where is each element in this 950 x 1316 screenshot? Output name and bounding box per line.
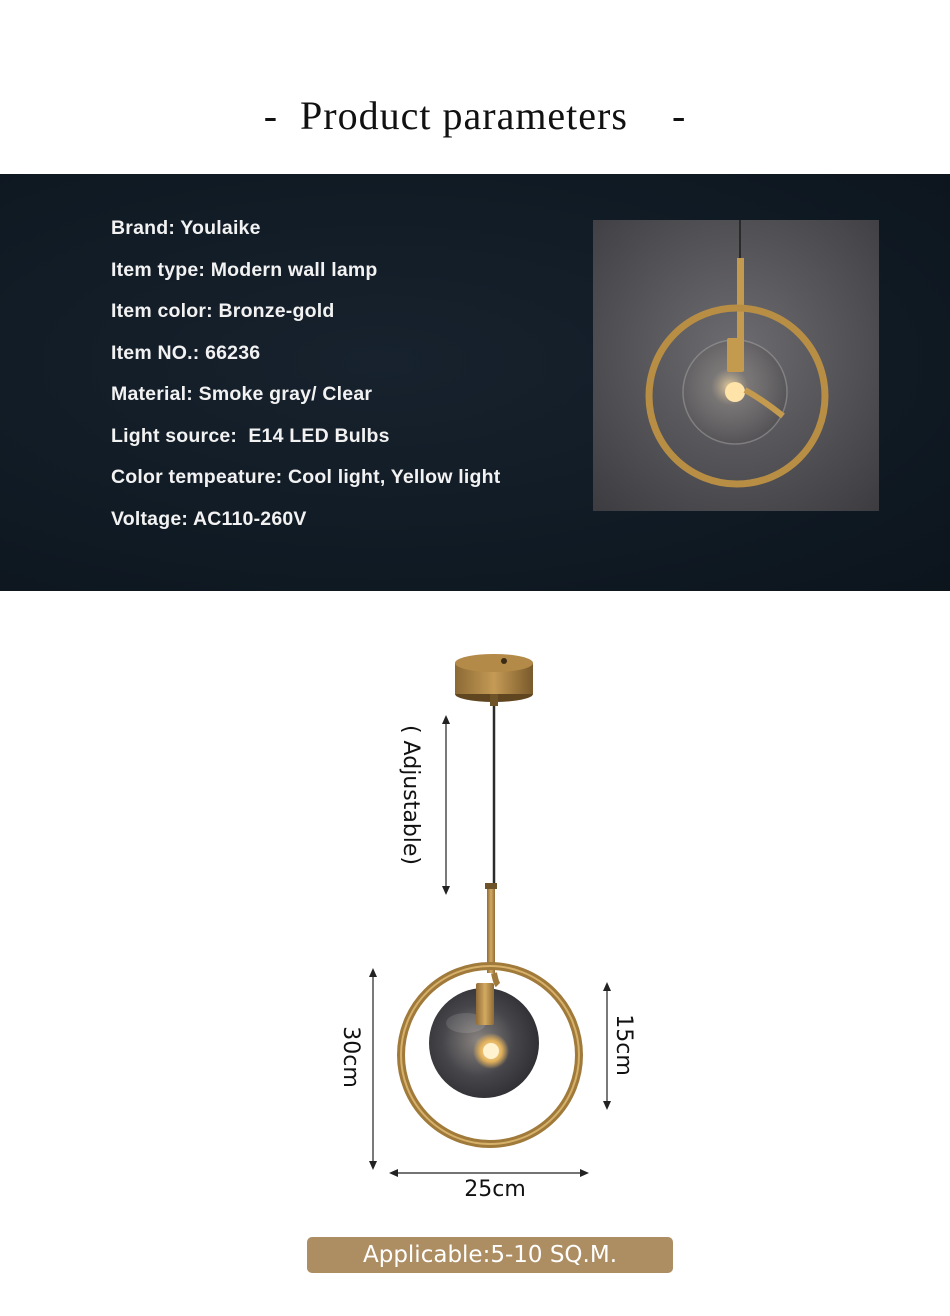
applicable-area-badge: Applicable:5-10 SQ.M.	[307, 1237, 673, 1273]
dimension-diagram	[0, 591, 950, 1316]
spec-brand: Brand: Youlaike	[111, 217, 261, 239]
spec-item-number: Item NO.: 66236	[111, 341, 261, 364]
height-arrow	[369, 968, 377, 1170]
spec-material: Material: Smoke gray/ Clear	[111, 383, 373, 405]
page-title: - Product parameters -	[263, 93, 687, 138]
width-label: 25cm	[464, 1177, 526, 1202]
rod	[485, 883, 497, 973]
globe-diameter-label: 15cm	[611, 1014, 636, 1076]
width-arrow	[389, 1169, 589, 1177]
adjustable-arrow	[442, 715, 450, 895]
spec-list	[111, 214, 500, 546]
spec-voltage: Voltage: AC110-260V	[111, 507, 307, 530]
lamp-body	[401, 966, 579, 1144]
ceiling-canopy	[455, 654, 533, 706]
spec-panel	[0, 174, 950, 591]
header	[0, 0, 950, 174]
height-label: 30cm	[338, 1026, 363, 1088]
spec-item-color: Item color: Bronze-gold	[111, 300, 335, 322]
spec-color-temperature: Color tempeature: Cool light, Yellow light	[111, 466, 501, 488]
adjustable-label: ( Adjustable)	[398, 724, 423, 866]
spec-light-source: Light source: E14 LED Bulbs	[111, 424, 390, 447]
product-photo	[593, 220, 879, 511]
spec-item-type: Item type: Modern wall lamp	[111, 258, 378, 281]
